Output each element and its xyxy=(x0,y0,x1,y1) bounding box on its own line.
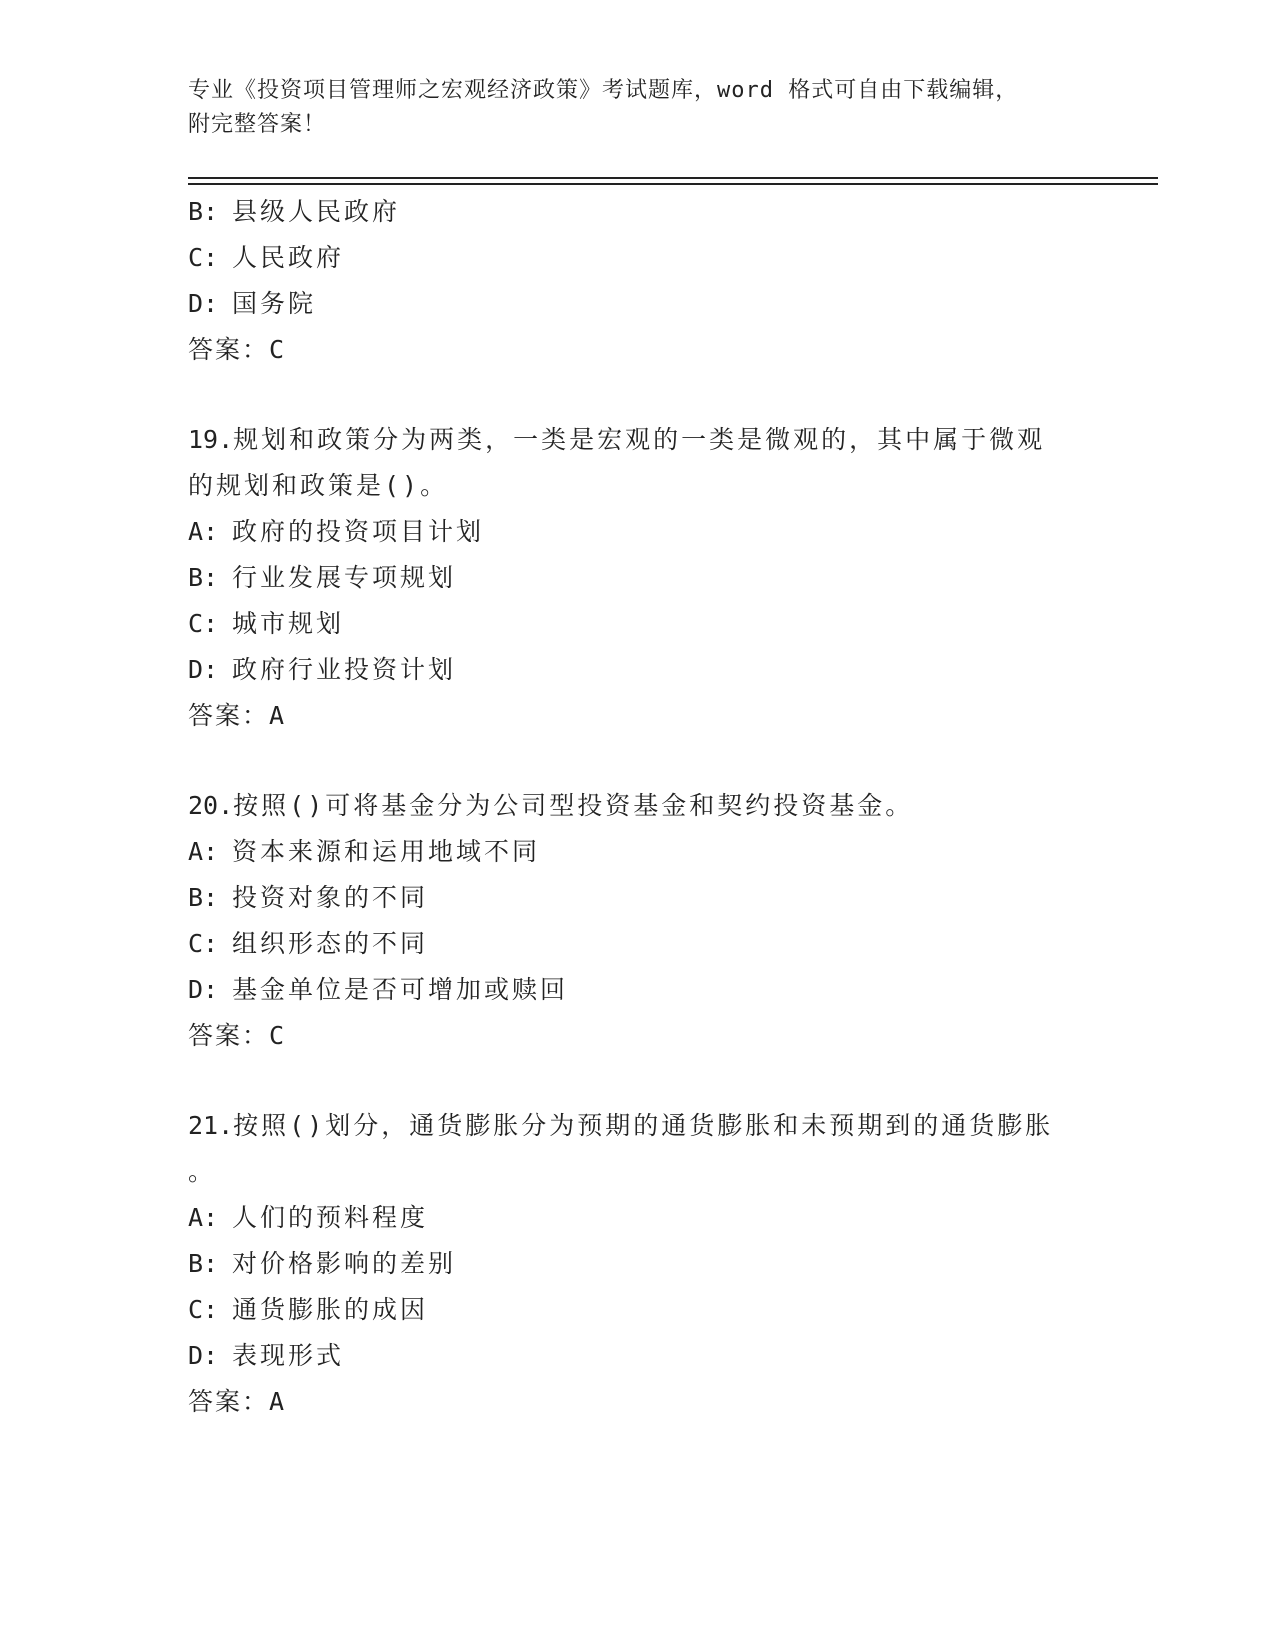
option-b: B: 投资对象的不同 xyxy=(188,883,429,912)
header-divider-top xyxy=(188,177,1158,179)
prev-question xyxy=(188,189,1088,373)
header-line-2: 附完整答案！ xyxy=(188,112,327,137)
answer: 答案：C xyxy=(188,1021,287,1050)
answer: 答案：A xyxy=(188,701,287,730)
document-body xyxy=(188,189,1088,1425)
option-b: B: 对价格影响的差别 xyxy=(188,1249,457,1278)
question-stem: 21.按照()划分，通货膨胀分为预期的通货膨胀和未预期到的通货膨胀 。 xyxy=(188,1111,1054,1186)
question-21 xyxy=(188,1103,1088,1425)
question-stem: 19.规划和政策分为两类，一类是宏观的一类是微观的，其中属于微观 的规划和政策是()。 xyxy=(188,425,1046,500)
option-b: B: 县级人民政府 xyxy=(188,197,401,226)
option-d: D: 表现形式 xyxy=(188,1341,345,1370)
document-header xyxy=(188,74,1088,142)
question-20 xyxy=(188,783,1088,1059)
option-a: A: 政府的投资项目计划 xyxy=(188,517,485,546)
option-c: C: 城市规划 xyxy=(188,609,345,638)
question-19 xyxy=(188,417,1088,739)
spacer xyxy=(188,373,1088,417)
header-divider-bottom xyxy=(188,183,1158,185)
option-d: D: 国务院 xyxy=(188,289,317,318)
option-c: C: 通货膨胀的成因 xyxy=(188,1295,429,1324)
spacer xyxy=(188,1059,1088,1103)
header-line-1: 专业《投资项目管理师之宏观经济政策》考试题库，word 格式可自由下载编辑， xyxy=(188,78,1019,103)
option-d: D: 基金单位是否可增加或赎回 xyxy=(188,975,569,1004)
answer: 答案：A xyxy=(188,1387,287,1416)
spacer xyxy=(188,739,1088,783)
option-d: D: 政府行业投资计划 xyxy=(188,655,457,684)
option-a: A: 人们的预料程度 xyxy=(188,1203,429,1232)
question-stem: 20.按照()可将基金分为公司型投资基金和契约投资基金。 xyxy=(188,791,914,820)
option-c: C: 人民政府 xyxy=(188,243,345,272)
option-b: B: 行业发展专项规划 xyxy=(188,563,457,592)
option-c: C: 组织形态的不同 xyxy=(188,929,429,958)
option-a: A: 资本来源和运用地域不同 xyxy=(188,837,541,866)
answer: 答案：C xyxy=(188,335,287,364)
